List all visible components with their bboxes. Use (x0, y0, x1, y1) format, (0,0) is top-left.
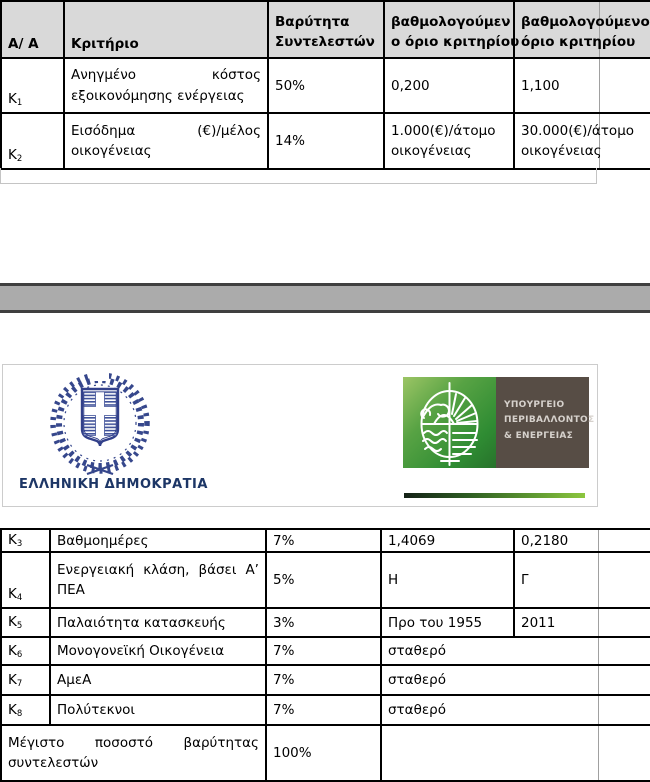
green-gradient-rule (404, 493, 585, 498)
cell-criterion: Πολύτεκνοι (51, 696, 267, 724)
header-cell-lower-bound: βαθμολογούμεν ο όριο κριτηρίου (385, 2, 515, 57)
table-row-k1 (2, 59, 650, 114)
table-row-k5 (2, 609, 650, 638)
cell-weight: 7% (267, 696, 382, 724)
letterhead (2, 364, 598, 507)
cell-criterion: Εισόδημα (€)/μέλος οικογένειας (65, 114, 269, 168)
cell-spacer (600, 114, 650, 168)
cell-criterion: Παλαιότητα κατασκευής (51, 609, 267, 636)
cell-spacer (599, 553, 650, 607)
ministry-name-line3: & ΕΝΕΡΓΕΙΑΣ (504, 430, 574, 441)
cell-upper-bound: 2011 (515, 609, 599, 636)
header-cell-aa: Α/ Α (2, 2, 65, 57)
table-row-k3 (2, 530, 650, 553)
cell-upper-bound: 1,100 (515, 59, 600, 112)
cell-total-weight: 100% (267, 726, 382, 780)
cell-id: $K_5$ (2, 609, 51, 636)
cell-spacer (599, 638, 650, 664)
cell-weight: 3% (267, 609, 382, 636)
cell-spacer (599, 666, 650, 694)
criteria-table-page1 (0, 0, 650, 170)
cell-lower-bound: 1,4069 (382, 530, 515, 551)
header-cell-criterion: Κριτήριο (65, 2, 269, 57)
cell-upper-bound: 0,2180 (515, 530, 599, 551)
table-header-row (2, 2, 650, 59)
ministry-logo-brown (496, 377, 595, 468)
cell-value: σταθερό (382, 638, 599, 664)
ministry-name-line1: ΥΠΟΥΡΓΕΙΟ (504, 400, 565, 410)
header-cell-weight: Βαρύτητα Συντελεστών (269, 2, 385, 57)
environment-emblem-icon (403, 377, 496, 468)
cell-weight: 7% (267, 638, 382, 664)
cell-value (382, 726, 599, 780)
page-break-separator (0, 283, 650, 313)
cell-spacer (599, 726, 650, 780)
cell-lower-bound: Η (382, 553, 515, 607)
cell-weight: 14% (269, 114, 385, 168)
cell-criterion: Ανηγμένο κόστος εξοικονόμησης ενέργειας (65, 59, 269, 112)
cell-spacer (600, 59, 650, 112)
cell-spacer (599, 609, 650, 636)
table-row-k8 (2, 696, 650, 726)
cell-id: $K_7$ (2, 666, 51, 694)
cell-id: $K_8$ (2, 696, 51, 724)
cell-total-label: Μέγιστο ποσοστό βαρύτητας συντελεστών (2, 726, 267, 780)
cell-criterion: Βαθμοημέρες (51, 530, 267, 551)
header-cell-upper-bound: βαθμολογούμενο όριο κριτηρίου (515, 2, 600, 57)
cell-value: σταθερό (382, 666, 599, 694)
cell-id: $K_1$ (2, 59, 65, 112)
cell-spacer (599, 696, 650, 724)
cell-weight: 7% (267, 530, 382, 551)
cell-lower-bound: 1.000(€)/άτομο οικογένειας (385, 114, 515, 168)
cell-upper-bound: 30.000(€)/άτομο οικογένειας (515, 114, 600, 168)
table-row-k7 (2, 666, 650, 696)
ministry-logo-green (403, 377, 496, 468)
cell-criterion: Μονογονεϊκή Οικογένεια (51, 638, 267, 664)
cell-lower-bound: 0,200 (385, 59, 515, 112)
cell-id: $K_3$ (2, 530, 51, 551)
cell-upper-bound: Γ (515, 553, 599, 607)
empty-trailing-row (0, 168, 597, 184)
cell-id: $K_6$ (2, 638, 51, 664)
table-row-k2 (2, 114, 650, 168)
coat-of-arms-icon (37, 369, 163, 475)
cell-spacer (599, 530, 650, 551)
republic-label: ΕΛΛΗΝΙΚΗ ΔΗΜΟΚΡΑΤΙΑ (19, 477, 208, 492)
header-cell-spacer (600, 2, 650, 57)
cell-weight: 50% (269, 59, 385, 112)
table-row-total (2, 726, 650, 780)
cell-lower-bound: Προ του 1955 (382, 609, 515, 636)
cell-id: $K_4$ (2, 553, 51, 607)
cell-weight: 7% (267, 666, 382, 694)
cell-criterion: Ενεργειακή κλάση, βάσει Α’ ΠΕΑ (51, 553, 267, 607)
ministry-name-line2: ΠΕΡΙΒΑΛΛΟΝΤΟΣ (504, 415, 595, 426)
table-row-k4 (2, 553, 650, 609)
criteria-table-page2 (0, 528, 650, 782)
table-row-k6 (2, 638, 650, 666)
cell-id: $K_2$ (2, 114, 65, 168)
cell-value: σταθερό (382, 696, 599, 724)
cell-weight: 5% (267, 553, 382, 607)
cell-criterion: ΑμεΑ (51, 666, 267, 694)
